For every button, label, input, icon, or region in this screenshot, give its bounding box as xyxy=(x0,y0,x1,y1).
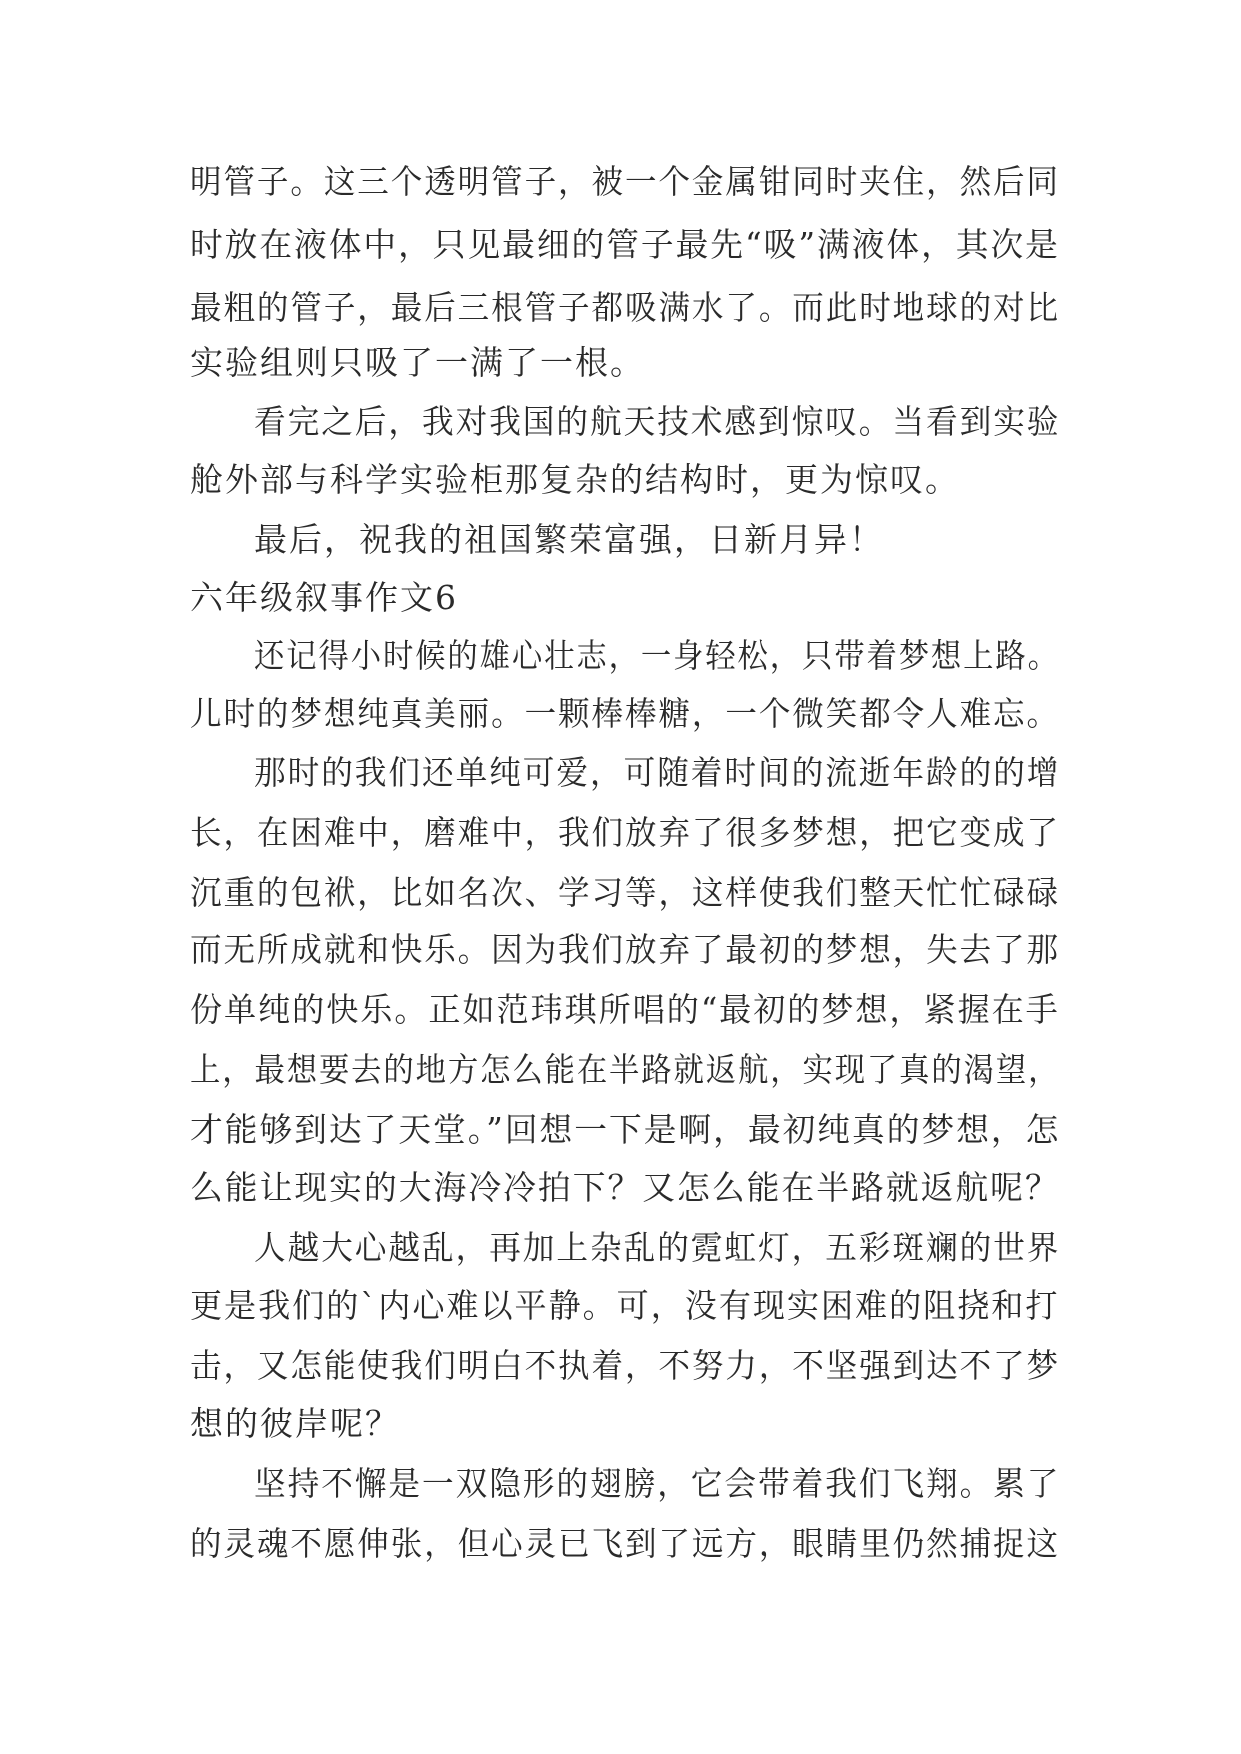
text-line: 份单纯的快乐。正如范玮琪所唱的“最初的梦想，紧握在手 xyxy=(190,990,1060,1029)
text-line: 想的彼岸呢？ xyxy=(190,1404,400,1443)
paragraph-start-line: 人越大心越乱，再加上杂乱的霓虹灯，五彩斑斓的世界 xyxy=(254,1228,1061,1267)
text-line: 明管子。这三个透明管子，被一个金属钳同时夹住，然后同 xyxy=(190,162,1060,201)
paragraph-start-line: 还记得小时候的雄心壮志，一身轻松，只带着梦想上路。 xyxy=(254,636,1060,675)
text-line: 沉重的包袱，比如名次、学习等，这样使我们整天忙忙碌碌 xyxy=(190,873,1060,912)
text-line: 上，最想要去的地方怎么能在半路就返航，实现了真的渴望， xyxy=(190,1050,1061,1089)
paragraph-start-line: 坚持不懈是一双隐形的翅膀，它会带着我们飞翔。累了 xyxy=(254,1464,1061,1503)
text-line: 儿时的梦想纯真美丽。一颗棒棒糖，一个微笑都令人难忘。 xyxy=(190,694,1060,733)
section-heading: 六年级叙事作文6 xyxy=(190,578,458,617)
text-line: 舱外部与科学实验柜那复杂的结构时，更为惊叹。 xyxy=(190,460,960,499)
text-line: 实验组则只吸了一满了一根。 xyxy=(190,343,645,382)
text-line: 击，又怎能使我们明白不执着，不努力，不坚强到达不了梦 xyxy=(190,1346,1060,1385)
text-line: 长，在困难中，磨难中，我们放弃了很多梦想，把它变成了 xyxy=(190,813,1060,852)
text-line: 时放在液体中，只见最细的管子最先“吸”满液体，其次是 xyxy=(190,225,1060,264)
text-line: 而无所成就和快乐。因为我们放弃了最初的梦想，失去了那 xyxy=(190,930,1060,969)
text-line: 最粗的管子，最后三根管子都吸满水了。而此时地球的对比 xyxy=(190,288,1060,327)
text-line: 更是我们的`内心难以平静。可，没有现实困难的阻挠和打 xyxy=(190,1286,1060,1325)
paragraph-start-line: 看完之后，我对我国的航天技术感到惊叹。当看到实验 xyxy=(254,402,1061,441)
paragraph-start-line: 最后，祝我的祖国繁荣富强，日新月异！ xyxy=(254,520,884,559)
text-line: 么能让现实的大海冷冷拍下？又怎么能在半路就返航呢？ xyxy=(190,1168,1060,1207)
text-line: 才能够到达了天堂。”回想一下是啊，最初纯真的梦想，怎 xyxy=(190,1110,1061,1149)
paragraph-start-line: 那时的我们还单纯可爱，可随着时间的流逝年龄的的增 xyxy=(254,753,1061,792)
text-line: 的灵魂不愿伸张，但心灵已飞到了远方，眼睛里仍然捕捉这 xyxy=(190,1524,1060,1563)
